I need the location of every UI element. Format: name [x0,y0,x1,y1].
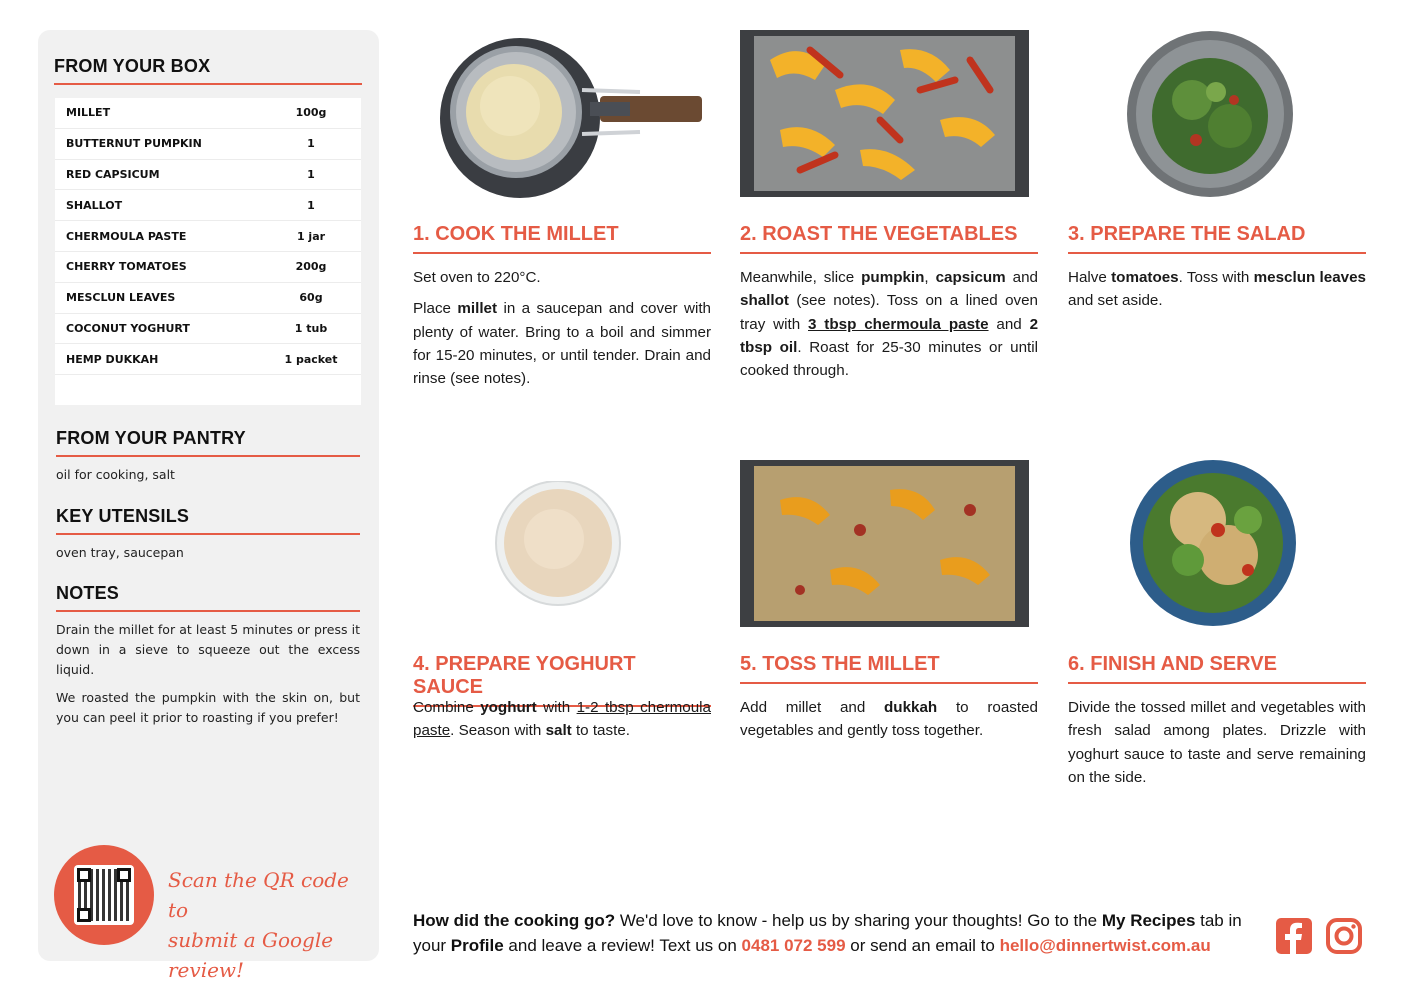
profile-label: Profile [450,936,504,955]
ingredients-table [55,98,361,405]
ingredient-name: MESCLUN LEAVES [66,291,176,305]
qr-caption-line: submit a Google review! [168,928,334,982]
step-2-body [740,266,1038,382]
notes-section [56,583,360,728]
notes-text [56,620,360,728]
ingredient-row [55,314,361,345]
ingredient-qty: 100g [295,106,327,120]
step-3-title: 3. PREPARE THE SALAD [1068,223,1366,254]
ingredient-qty: 1 [307,137,315,151]
ingredient-name: SHALLOT [66,198,123,212]
qr-code-icon[interactable] [74,865,134,925]
ingredient-name: HEMP DUKKAH [66,352,159,366]
ingredient-name: RED CAPSICUM [66,167,160,181]
ingredient-row [55,190,361,221]
ingredient-name: CHERRY TOMATOES [66,260,187,274]
ingredient-qty: 1 tub [294,321,328,335]
step-6-title: 6. FINISH AND SERVE [1068,653,1366,684]
qr-caption-line: Scan the QR code to [168,868,349,922]
step-5-paragraph: Add millet and dukkah to roasted vegetables and gently toss together. [740,699,1039,740]
step-3-body [1068,266,1366,313]
instagram-icon[interactable] [1326,918,1362,954]
sidebar [38,30,379,982]
step-4-paragraph: Combine yoghurt with 1-2 tbsp chermoula paste. Season with salt to taste. [413,699,711,740]
phone-link[interactable]: 0481 072 599 [741,936,846,955]
from-your-box-heading: FROM YOUR BOX [54,56,362,85]
ingredient-name: COCONUT YOGHURT [66,321,190,335]
millet-sieve-photo [440,30,702,198]
ingredient-name: BUTTERNUT PUMPKIN [66,137,202,151]
ingredient-qty: 200g [295,260,327,274]
salad-bowl-photo [1126,30,1294,198]
ingredient-qty: 1 [307,167,315,181]
notes-heading: NOTES [56,583,360,612]
ingredient-name: CHERMOULA PASTE [66,229,187,243]
ingredient-qty: 1 packet [284,352,338,366]
footer-question: How did the cooking go? [413,911,616,930]
ingredient-name: MILLET [66,106,111,120]
tossed-millet-photo [740,460,1029,627]
utensils-section [56,506,360,563]
notes-paragraph: We roasted the pumpkin with the skin on, but you can peel it prior to roasting if you prefer! [56,690,360,725]
pantry-heading: FROM YOUR PANTRY [56,428,360,457]
step-4-title: 4. PREPARE YOGHURT SAUCE [413,653,711,707]
qr-badge[interactable] [54,845,154,945]
ingredient-row [55,129,361,160]
final-plate-photo [1128,460,1298,627]
step-4-body [413,696,711,743]
utensils-heading: KEY UTENSILS [56,506,360,535]
ingredient-row [55,98,361,129]
ingredient-row [55,252,361,283]
ingredient-qty: 1 jar [296,229,326,243]
notes-paragraph: Drain the millet for at least 5 minutes or press it down in a sieve to squeeze out the excess liquid. [56,622,360,677]
feedback-footer: How did the cooking go? We'd love to know - help us by sharing your thoughts! Go to the My Recipes tab in your Profile and leave a review! Text us on 0481 072 599 or send an email to hello@dinnertwist.com.au [413,911,1242,955]
qr-caption [168,865,368,985]
ingredient-row [55,160,361,191]
ingredient-qty: 60g [299,291,323,305]
step-1-title: 1. COOK THE MILLET [413,223,711,254]
roast-tray-photo [740,30,1029,197]
step-6-body [1068,696,1366,789]
step-1-body [413,266,711,390]
my-recipes-label: My Recipes [1101,911,1196,930]
step-2-title: 2. ROAST THE VEGETABLES [740,223,1038,254]
pantry-section [56,428,360,485]
pantry-text: oil for cooking, salt [56,467,175,482]
step-5-body [740,696,1038,743]
ingredient-row [55,221,361,252]
step-3-paragraph: Halve tomatoes. Toss with mesclun leaves and set aside. [1068,269,1366,310]
email-link[interactable]: hello@dinnertwist.com.au [999,936,1211,955]
step-5-title: 5. TOSS THE MILLET [740,653,1038,684]
ingredient-qty: 1 [307,198,315,212]
yoghurt-sauce-photo [494,481,622,606]
facebook-icon[interactable] [1276,918,1312,954]
step-1-paragraph: Set oven to 220°C. [413,269,541,286]
step-1-paragraph: Place millet in a saucepan and cover with plenty of water. Bring to a boil and simmer for 15-20 minutes, or until tender. Drain and rinse (see notes). [413,300,711,388]
step-2-paragraph: Meanwhile, slice pumpkin, capsicum and shallot (see notes). Toss on a lined oven tray with 3 tbsp chermoula paste and 2 tbsp oil. Roast for 25-30 minutes or until cooked through. [740,269,1039,380]
ingredient-row [55,283,361,314]
step-6-paragraph: Divide the tossed millet and vegetables with fresh salad among plates. Drizzle with yoghurt sauce to taste and serve remaining on the side. [1068,699,1366,786]
utensils-text: oven tray, saucepan [56,545,184,560]
ingredient-row [55,344,361,375]
